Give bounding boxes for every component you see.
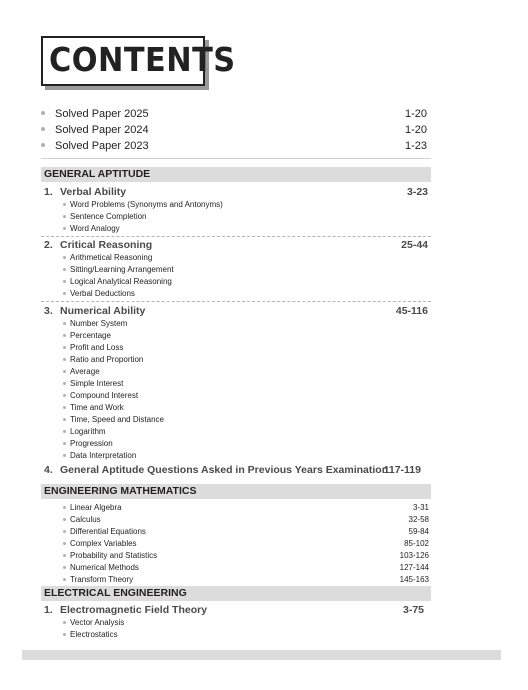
chapter-row [44, 239, 428, 253]
chapter-pages: 3-23 [406, 186, 428, 198]
topic-item [63, 265, 429, 276]
topic-label: Profit and Loss [70, 343, 124, 352]
bullet-icon [41, 143, 45, 147]
topic-label: Word Analogy [70, 224, 120, 233]
chapter-name: Verbal Ability [60, 186, 127, 198]
topic-item [63, 539, 429, 550]
bullet-icon [63, 506, 66, 509]
topic-item [63, 439, 429, 450]
bullet-icon [63, 633, 66, 636]
topic-item [63, 277, 429, 288]
topic-item [63, 391, 429, 402]
bullet-icon [63, 430, 66, 433]
bullet-icon [63, 542, 66, 545]
solved-paper-row [41, 108, 427, 124]
topic-pages: 3-31 [412, 503, 429, 512]
bullet-icon [63, 382, 66, 385]
section-heading: GENERAL APTITUDE [44, 168, 151, 180]
topic-pages: 85-102 [404, 539, 429, 548]
bullet-icon [41, 111, 45, 115]
bullet-icon [63, 268, 66, 271]
bullet-icon [63, 578, 66, 581]
topic-pages: 59-84 [408, 527, 429, 536]
solved-paper-label: Solved Paper 2024 [55, 124, 149, 136]
bullet-icon [63, 215, 66, 218]
topic-item [63, 212, 429, 223]
topic-label: Ratio and Proportion [70, 355, 144, 364]
topic-label: Arithmetical Reasoning [70, 253, 153, 262]
bullet-icon [63, 442, 66, 445]
topic-label: Verbal Deductions [70, 289, 135, 298]
topic-label: Linear Algebra [70, 503, 122, 512]
topic-item [63, 630, 429, 641]
topic-label: Logical Analytical Reasoning [70, 277, 172, 286]
topic-label: Data Interpretation [70, 451, 137, 460]
topic-item [63, 451, 429, 462]
bullet-icon [63, 227, 66, 230]
topic-label: Differential Equations [70, 527, 146, 536]
bullet-icon [63, 203, 66, 206]
chapter-row [44, 186, 428, 200]
topic-item [63, 343, 429, 354]
solved-paper-pages: 1-20 [404, 124, 427, 136]
topic-label: Electrostatics [70, 630, 118, 639]
bullet-icon [63, 358, 66, 361]
topic-item [63, 403, 429, 414]
topic-item [63, 575, 429, 586]
section-heading-bar [41, 484, 431, 499]
topic-item [63, 379, 429, 390]
chapter-number: 1. [44, 604, 53, 616]
topic-label: Time, Speed and Distance [70, 415, 164, 424]
chapter-pages: 25-44 [401, 239, 428, 251]
bullet-icon [63, 346, 66, 349]
topic-item [63, 253, 429, 264]
topic-item [63, 224, 429, 235]
bullet-icon [63, 334, 66, 337]
bullet-icon [63, 530, 66, 533]
section-heading-bar [41, 586, 431, 601]
topic-pages: 127-144 [399, 563, 429, 572]
chapter-pages: 117-119 [383, 464, 421, 476]
bullet-icon [41, 127, 45, 131]
topic-item [63, 515, 429, 526]
bullet-icon [63, 256, 66, 259]
chapter-name: Critical Reasoning [60, 239, 153, 251]
solved-paper-row [41, 124, 427, 140]
solved-paper-label: Solved Paper 2023 [55, 140, 149, 152]
chapter-pages: 45-116 [395, 305, 428, 317]
topic-label: Simple Interest [70, 379, 124, 388]
chapter-number: 4. [44, 464, 53, 476]
section-heading-bar [41, 167, 431, 182]
page-title: CONTENTS [49, 40, 236, 79]
solved-paper-pages: 1-23 [404, 140, 427, 152]
topic-label: Word Problems (Synonyms and Antonyms) [70, 200, 223, 209]
topic-label: Sitting/Learning Arrangement [70, 265, 174, 274]
bullet-icon [63, 292, 66, 295]
topic-item [63, 503, 429, 514]
topic-label: Time and Work [70, 403, 124, 412]
bullet-icon [63, 394, 66, 397]
topic-item [63, 331, 429, 342]
topic-item [63, 200, 429, 211]
chapter-row [44, 604, 428, 618]
contents-title-box [41, 36, 236, 86]
bullet-icon [63, 554, 66, 557]
solved-paper-row [41, 140, 427, 156]
chapter-name: General Aptitude Questions Asked in Previous Years Examination [60, 464, 389, 476]
topic-label: Complex Variables [70, 539, 137, 548]
topic-label: Probability and Statistics [70, 551, 158, 560]
solved-paper-pages: 1-20 [404, 108, 427, 120]
chapter-number: 1. [44, 186, 53, 198]
topic-item [63, 415, 429, 426]
topic-label: Number System [70, 319, 128, 328]
bullet-icon [63, 370, 66, 373]
topic-label: Percentage [70, 331, 111, 340]
section-heading: ELECTRICAL ENGINEERING [44, 587, 187, 599]
topic-label: Transform Theory [70, 575, 134, 584]
topic-item [63, 551, 429, 562]
bullet-icon [63, 322, 66, 325]
chapter-row [44, 464, 428, 478]
bullet-icon [63, 454, 66, 457]
divider [41, 158, 431, 159]
topic-pages: 103-126 [399, 551, 429, 560]
bullet-icon [63, 418, 66, 421]
topic-label: Logarithm [70, 427, 106, 436]
chapter-name: Electromagnetic Field Theory [60, 604, 208, 616]
topic-label: Calculus [70, 515, 101, 524]
topic-item [63, 563, 429, 574]
topic-item [63, 618, 429, 629]
solved-paper-label: Solved Paper 2025 [55, 108, 149, 120]
topic-label: Numerical Methods [70, 563, 139, 572]
chapter-number: 2. [44, 239, 53, 251]
chapter-number: 3. [44, 305, 53, 317]
topic-item [63, 289, 429, 300]
topic-item [63, 355, 429, 366]
dashed-divider [41, 236, 431, 237]
bullet-icon [63, 566, 66, 569]
section-heading: ENGINEERING MATHEMATICS [44, 485, 197, 497]
bullet-icon [63, 280, 66, 283]
dashed-divider [41, 301, 431, 302]
topic-label: Compound Interest [70, 391, 139, 400]
bullet-icon [63, 518, 66, 521]
chapter-row [44, 305, 428, 319]
topic-label: Vector Analysis [70, 618, 125, 627]
topic-label: Average [70, 367, 100, 376]
topic-pages: 145-163 [399, 575, 429, 584]
topic-pages: 32-58 [408, 515, 429, 524]
topic-item [63, 319, 429, 330]
bullet-icon [63, 621, 66, 624]
topic-item [63, 527, 429, 538]
chapter-name: Numerical Ability [60, 305, 146, 317]
bullet-icon [63, 406, 66, 409]
topic-item [63, 367, 429, 378]
topic-item [63, 427, 429, 438]
chapter-pages: 3-75 [402, 604, 424, 616]
topic-label: Progression [70, 439, 113, 448]
topic-label: Sentence Completion [70, 212, 147, 221]
footer-bar [22, 650, 501, 660]
